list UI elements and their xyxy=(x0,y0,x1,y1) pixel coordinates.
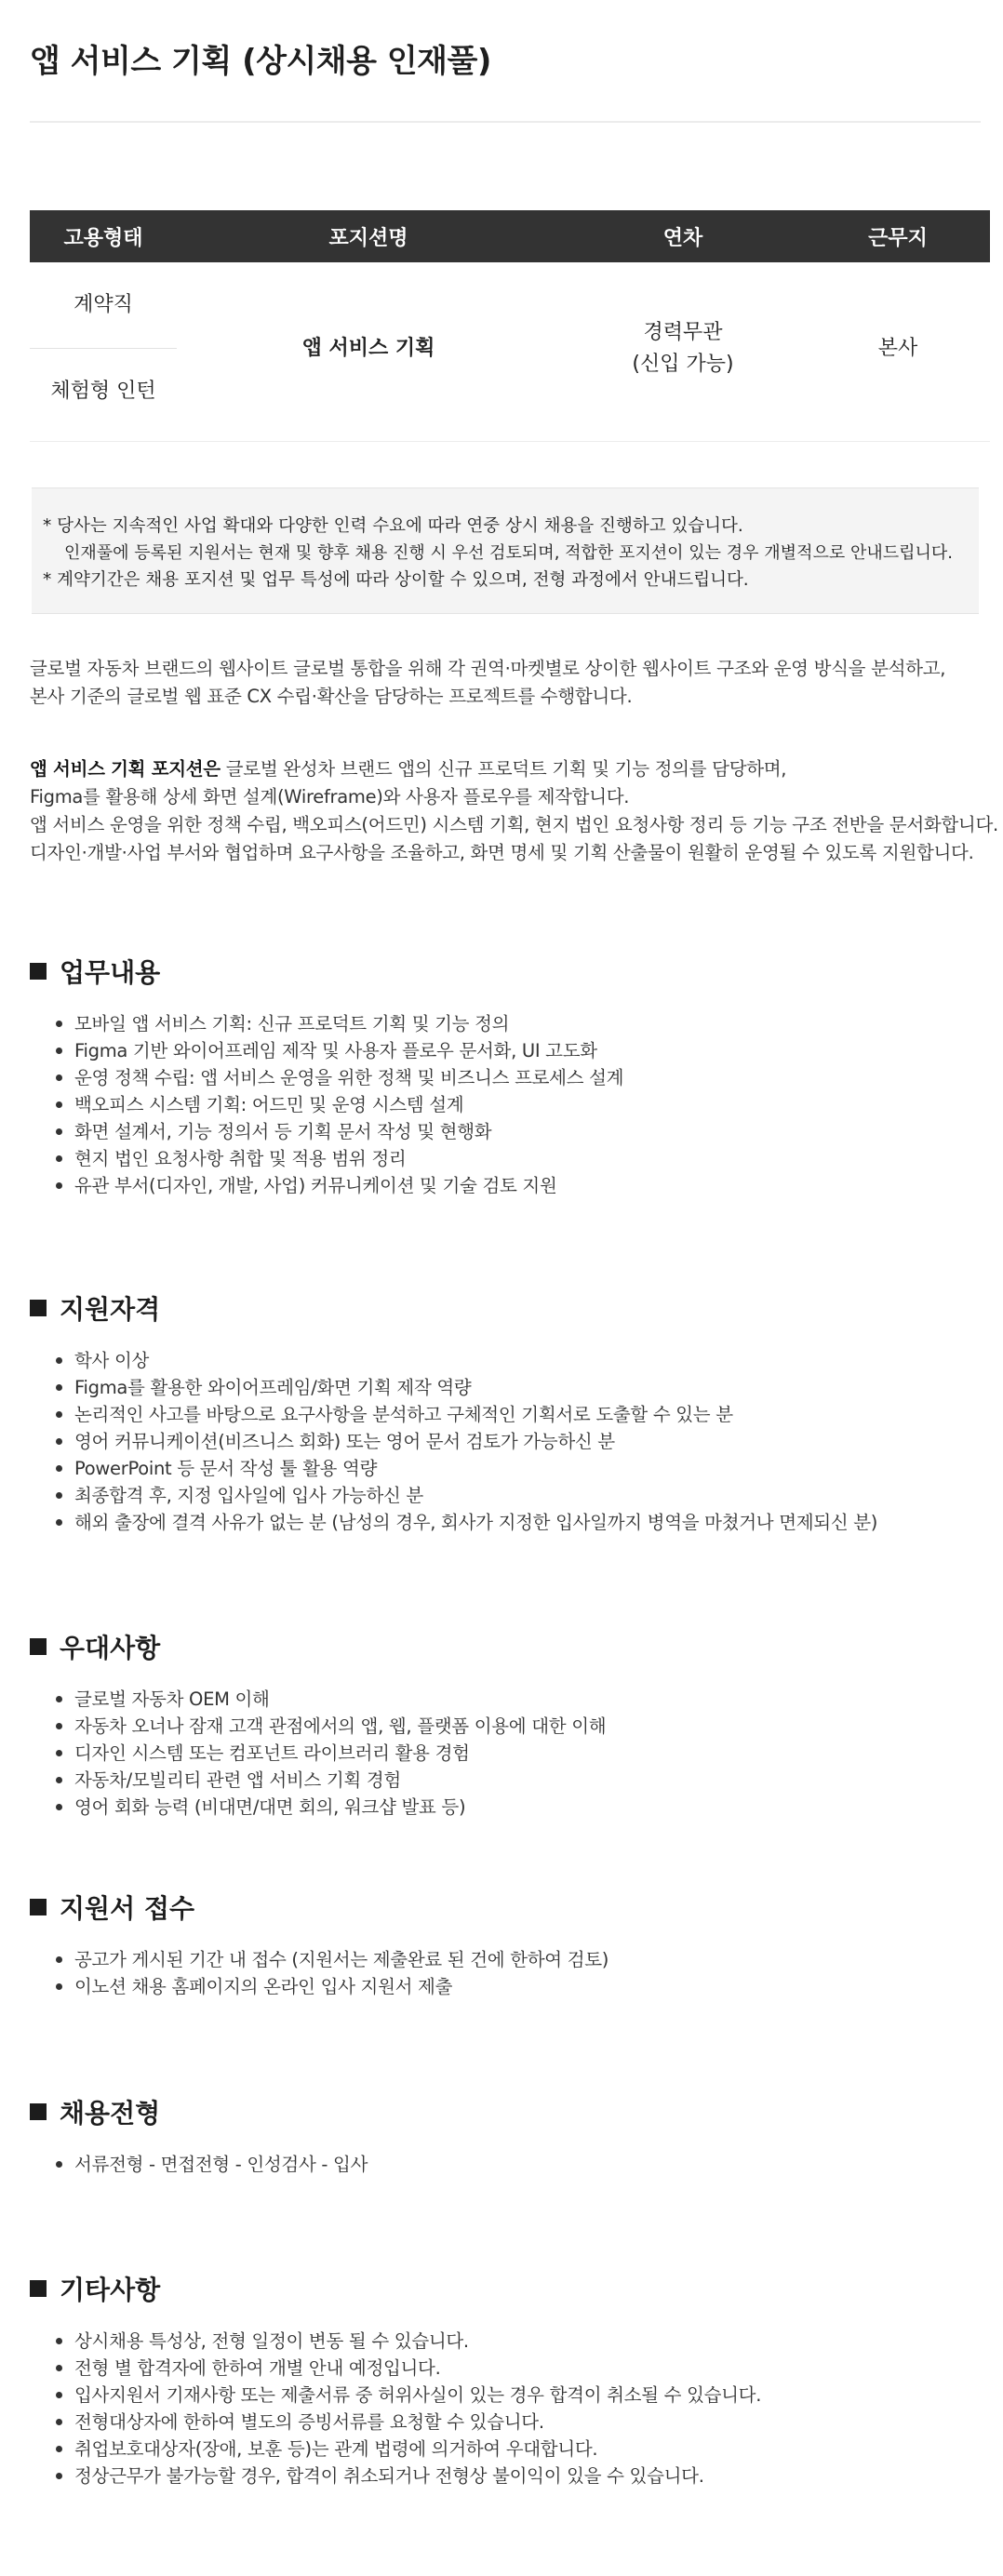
bullet-list xyxy=(30,1946,997,2000)
header-position: 포지션명 xyxy=(177,210,560,262)
table-row xyxy=(30,262,990,349)
list-item: 해외 출장에 결격 사유가 없는 분 (남성의 경우, 회사가 지정한 입사일까지 병역을 마쳤거나 면제되신 분) xyxy=(54,1509,997,1536)
list-item: 전형 별 합격자에 한하여 개별 안내 예정입니다. xyxy=(54,2355,997,2382)
bullet-list xyxy=(30,2151,997,2178)
list-item: PowerPoint 등 문서 작성 툴 활용 역량 xyxy=(54,1455,997,1482)
intro-line: 디자인·개발·사업 부서와 협업하며 요구사항을 조율하고, 화면 명세 및 기획 산출물이 원활히 운영될 수 있도록 지원합니다. xyxy=(30,842,974,863)
list-item: 글로벌 자동차 OEM 이해 xyxy=(54,1686,997,1713)
list-item: 학사 이상 xyxy=(54,1347,997,1374)
employment-type-intern: 체험형 인턴 xyxy=(50,380,156,403)
employment-type-contract: 계약직 xyxy=(30,262,177,349)
list-item: 서류전형 - 면접전형 - 인성검사 - 입사 xyxy=(54,2151,997,2178)
list-item: 백오피스 시스템 기획: 어드민 및 운영 시스템 설계 xyxy=(54,1091,997,1118)
section-duties xyxy=(30,953,997,1199)
section-preferred xyxy=(30,1628,997,1821)
notice-line: * 당사는 지속적인 사업 확대와 다양한 인력 수요에 따라 연중 상시 채용을 진행하고 있습니다. xyxy=(43,516,743,536)
list-item: 영어 커뮤니케이션(비즈니스 회화) 또는 영어 문서 검토가 가능하신 분 xyxy=(54,1428,997,1455)
list-item: 자동차 오너나 잠재 고객 관점에서의 앱, 웹, 플랫폼 이용에 대한 이해 xyxy=(54,1713,997,1740)
intro-line xyxy=(30,755,997,783)
bullet-list xyxy=(30,1347,997,1536)
section-heading xyxy=(30,2270,997,2307)
location-cell: 본사 xyxy=(877,336,918,360)
section-title: 채용전형 xyxy=(60,2098,161,2129)
bullet-list xyxy=(30,1010,997,1199)
list-item: 상시채용 특성상, 전형 일정이 변동 될 수 있습니다. xyxy=(54,2328,997,2355)
list-item: 영어 회화 능력 (비대면/대면 회의, 워크샵 발표 등) xyxy=(54,1794,997,1821)
list-item: 디자인 시스템 또는 컴포넌트 라이브러리 활용 경험 xyxy=(54,1740,997,1767)
position-name: 앱 서비스 기획 xyxy=(301,336,435,360)
section-apply xyxy=(30,1889,997,2000)
list-item: 현지 법인 요청사항 취합 및 적용 범위 정리 xyxy=(54,1145,997,1172)
section-heading xyxy=(30,2093,997,2130)
list-item: 이노션 채용 홈페이지의 온라인 입사 지원서 제출 xyxy=(54,1973,997,2000)
square-bullet-icon xyxy=(30,963,47,980)
section-title: 우대사항 xyxy=(60,1633,161,1663)
position-description xyxy=(30,755,997,867)
section-process xyxy=(30,2093,997,2178)
experience-line-1: 경력무관 xyxy=(643,320,723,344)
list-item: 논리적인 사고를 바탕으로 요구사항을 분석하고 구체적인 기획서로 도출할 수 있는 분 xyxy=(54,1401,997,1428)
table-header-row xyxy=(30,210,990,262)
intro-line: Figma를 활용해 상세 화면 설계(Wireframe)와 사용자 플로우를 제작합니다. xyxy=(30,786,630,808)
bullet-list xyxy=(30,2328,997,2489)
section-title: 지원자격 xyxy=(60,1294,161,1325)
notice-line: 인재풀에 등록된 지원서는 현재 및 향후 채용 진행 시 우선 검토되며, 적합한 포지션이 있는 경우 개별적으로 안내드립니다. xyxy=(64,543,953,563)
section-heading xyxy=(30,953,997,990)
experience-line-2: (신입 가능) xyxy=(632,352,734,376)
section-heading xyxy=(30,1889,997,1926)
list-item: 공고가 게시된 기간 내 접수 (지원서는 제출완료 된 건에 한하여 검토) xyxy=(54,1946,997,1973)
square-bullet-icon xyxy=(30,2103,47,2120)
intro-line: 본사 기준의 글로벌 웹 표준 CX 수립·확산을 담당하는 프로젝트를 수행합니다. xyxy=(30,686,633,707)
square-bullet-icon xyxy=(30,1300,47,1316)
square-bullet-icon xyxy=(30,1899,47,1915)
header-employment-type: 고용형태 xyxy=(30,210,177,262)
section-heading xyxy=(30,1289,997,1327)
square-bullet-icon xyxy=(30,2280,47,2297)
intro-paragraph xyxy=(30,655,997,711)
list-item: 정상근무가 불가능할 경우, 합격이 취소되거나 전형상 불이익이 있을 수 있습니다. xyxy=(54,2463,997,2489)
intro-line: 앱 서비스 운영을 위한 정책 수립, 백오피스(어드민) 시스템 기획, 현지 법인 요청사항 정리 등 기능 구조 전반을 문서화합니다. xyxy=(30,814,998,835)
bullet-list xyxy=(30,1686,997,1821)
list-item: Figma 기반 와이어프레임 제작 및 사용자 플로우 문서화, UI 고도화 xyxy=(54,1037,997,1064)
experience-cell xyxy=(560,262,806,434)
page-title: 앱 서비스 기획 (상시채용 인재풀) xyxy=(30,43,491,80)
list-item: 전형대상자에 한하여 별도의 증빙서류를 요청할 수 있습니다. xyxy=(54,2409,997,2436)
list-item: 자동차/모빌리티 관련 앱 서비스 기획 경험 xyxy=(54,1767,997,1794)
header-experience: 연차 xyxy=(560,210,806,262)
list-item: 유관 부서(디자인, 개발, 사업) 커뮤니케이션 및 기술 검토 지원 xyxy=(54,1172,997,1199)
list-item: 운영 정책 수립: 앱 서비스 운영을 위한 정책 및 비즈니스 프로세스 설계 xyxy=(54,1064,997,1091)
header-location: 근무지 xyxy=(806,210,990,262)
position-highlight: 앱 서비스 기획 포지션은 xyxy=(30,758,221,780)
section-etc xyxy=(30,2270,997,2489)
title-divider xyxy=(30,121,981,123)
section-title: 기타사항 xyxy=(60,2275,161,2305)
list-item: 모바일 앱 서비스 기획: 신규 프로덕트 기획 및 기능 정의 xyxy=(54,1010,997,1037)
job-summary-table xyxy=(30,210,990,434)
intro-line-rest: 글로벌 완성차 브랜드 앱의 신규 프로덕트 기획 및 기능 정의를 담당하며, xyxy=(220,758,787,780)
list-item: 화면 설계서, 기능 정의서 등 기획 문서 작성 및 현행화 xyxy=(54,1118,997,1145)
intro-line: 글로벌 자동차 브랜드의 웹사이트 글로벌 통합을 위해 각 권역·마켓별로 상이한 웹사이트 구조와 운영 방식을 분석하고, xyxy=(30,658,946,679)
section-qualifications xyxy=(30,1289,997,1536)
list-item: 취업보호대상자(장애, 보훈 등)는 관계 법령에 의거하여 우대합니다. xyxy=(54,2436,997,2463)
list-item: 최종합격 후, 지정 입사일에 입사 가능하신 분 xyxy=(54,1482,997,1509)
list-item: 입사지원서 기재사항 또는 제출서류 중 허위사실이 있는 경우 합격이 취소될 수 있습니다. xyxy=(54,2382,997,2409)
table-bottom-divider xyxy=(30,441,990,442)
list-item: Figma를 활용한 와이어프레임/화면 기획 제작 역량 xyxy=(54,1374,997,1401)
square-bullet-icon xyxy=(30,1638,47,1655)
section-title: 업무내용 xyxy=(60,957,161,988)
notice-box xyxy=(32,487,979,614)
section-title: 지원서 접수 xyxy=(60,1893,194,1924)
section-heading xyxy=(30,1628,997,1665)
notice-line: * 계약기간은 채용 포지션 및 업무 특성에 따라 상이할 수 있으며, 전형 과정에서 안내드립니다. xyxy=(43,570,749,590)
